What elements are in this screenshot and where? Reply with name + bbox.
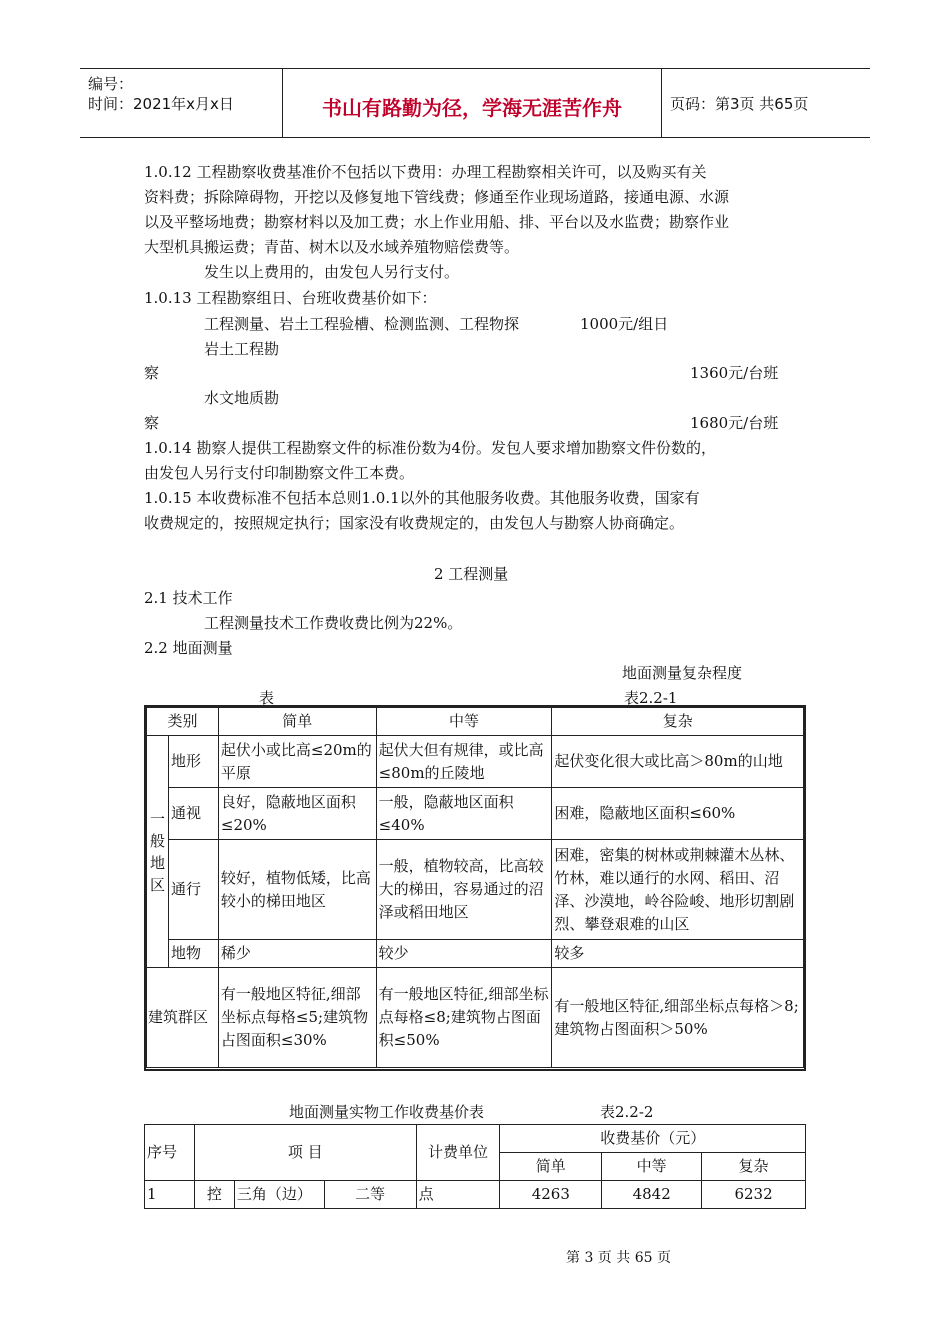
header-price: 收费基价（元） (500, 1125, 806, 1153)
header-complex: 复杂 (702, 1153, 806, 1181)
cell-simple: 稀少 (218, 940, 376, 968)
p1013-item1-price: 1000元/组日 (580, 315, 669, 333)
cell-complex: 6232 (702, 1181, 806, 1209)
p1012-line5: 发生以上费用的，由发包人另行支付。 (204, 263, 460, 281)
table-row (147, 840, 804, 940)
table1-caption: 地面测量复杂程度 (622, 664, 743, 682)
doc-number-label: 编号： (88, 75, 134, 93)
table1-number: 表2.2-1 (624, 689, 678, 707)
header-page-cell (662, 69, 870, 137)
p1012-line3: 以及平整场地费；勘察材料以及加工费；水上作业用船、排、平台以及水监费；勘察作业 (144, 213, 730, 231)
p1013-item2b: 察 (144, 364, 160, 382)
row-category: 建筑群区 (147, 968, 219, 1068)
header-unit: 计费单位 (416, 1125, 500, 1181)
row-category: 地形 (168, 736, 218, 788)
cell-simple: 有一般地区特征,细部坐标点每格≤5;建筑物占图面积≤30% (218, 968, 376, 1068)
s21-text: 工程测量技术工作费收费比例为22%。 (204, 614, 463, 632)
cell-simple: 较好，植物低矮，比高较小的梯田地区 (218, 840, 376, 940)
p1015-line2: 收费规定的，按照规定执行；国家没有收费规定的，由发包人与勘察人协商确定。 (144, 514, 685, 532)
header-category: 类别 (147, 708, 219, 736)
header-complex: 复杂 (552, 708, 804, 736)
header-simple: 简单 (218, 708, 376, 736)
p1013-item2a: 岩土工程勘 (204, 340, 280, 358)
p1012-line4: 大型机具搬运费；青苗、树木以及水域养殖物赔偿费等。 (144, 238, 520, 256)
cell-medium: 4842 (602, 1181, 702, 1209)
cell-medium: 一般，隐蔽地区面积≤40% (376, 788, 552, 840)
row-category: 通行 (168, 840, 218, 940)
cell-medium: 有一般地区特征,细部坐标点每格≤8;建筑物占图面积≤50% (376, 968, 552, 1068)
cell-complex: 起伏变化很大或比高＞80m的山地 (552, 736, 804, 788)
header-medium: 中等 (376, 708, 552, 736)
header-page-label: 页码：第3页 共65页 (670, 95, 809, 113)
cell-simple: 良好，隐蔽地区面积≤20% (218, 788, 376, 840)
page-footer: 第 3 页 共 65 页 (566, 1250, 671, 1266)
table-header-row (147, 708, 804, 736)
cell-item-3: 二等 (324, 1181, 416, 1209)
header-item: 项 目 (194, 1125, 416, 1181)
p1013-title: 1.0.13 工程勘察组日、台班收费基价如下： (144, 289, 437, 307)
header-motto: 书山有路勤为径，学海无涯苦作舟 (322, 96, 622, 120)
table-row (147, 968, 804, 1068)
header-motto-cell (283, 69, 662, 137)
header-medium: 中等 (602, 1153, 702, 1181)
table-header-row (145, 1125, 806, 1153)
table-row (147, 940, 804, 968)
complexity-table (146, 707, 804, 1068)
table2-number: 表2.2-2 (600, 1103, 654, 1121)
section-title: 2 工程测量 (434, 565, 509, 583)
table-row (145, 1181, 806, 1209)
cell-no: 1 (145, 1181, 195, 1209)
doc-date-label: 时间：2021年x月x日 (88, 95, 234, 113)
cell-item-2: 三角（边） (234, 1181, 324, 1209)
cell-medium: 起伏大但有规律，或比高≤80m的丘陵地 (376, 736, 552, 788)
p1015-line1: 1.0.15 本收费标准不包括本总则1.0.1以外的其他服务收费。其他服务收费，国家有 (144, 489, 700, 507)
p1013-item3-price: 1680元/台班 (690, 414, 779, 432)
cell-unit: 点 (416, 1181, 500, 1209)
cell-medium: 一般，植物较高，比高较大的梯田，容易通过的沼泽或稻田地区 (376, 840, 552, 940)
cell-item-1: 控 (194, 1181, 234, 1209)
table-row (147, 736, 804, 788)
row-category: 地物 (168, 940, 218, 968)
page-header (80, 68, 870, 138)
p1013-item3a: 水文地质勘 (204, 389, 280, 407)
table1-caption-tail: 表 (259, 689, 275, 707)
cell-complex: 困难，密集的树林或荆棘灌木丛林、竹林，难以通行的水网、稻田、沼泽、沙漠地，岭谷险峻、地形切割剧烈、攀登艰难的山区 (552, 840, 804, 940)
header-no: 序号 (145, 1125, 195, 1181)
p1012-line1: 1.0.12 工程勘察收费基准价不包括以下费用：办理工程勘察相关许可，以及购买有关 (144, 163, 707, 181)
table2-caption: 地面测量实物工作收费基价表 (289, 1103, 485, 1121)
header-simple: 简单 (500, 1153, 602, 1181)
p1013-item2-price: 1360元/台班 (690, 364, 779, 382)
cell-simple: 起伏小或比高≤20m的平原 (218, 736, 376, 788)
cell-complex: 较多 (552, 940, 804, 968)
cell-simple: 4263 (500, 1181, 602, 1209)
group-label: 一般地区 (147, 736, 169, 968)
s22-title: 2.2 地面测量 (144, 639, 233, 657)
p1014-line1: 1.0.14 勘察人提供工程勘察文件的标准份数为4份。发包人要求增加勘察文件份数的， (144, 439, 717, 457)
s21-title: 2.1 技术工作 (144, 589, 233, 607)
row-category: 通视 (168, 788, 218, 840)
header-meta (80, 69, 283, 137)
p1014-line2: 由发包人另行支付印制勘察文件工本费。 (144, 464, 415, 482)
p1013-item1: 工程测量、岩土工程验槽、检测监测、工程物探 (204, 315, 520, 333)
cell-medium: 较少 (376, 940, 552, 968)
table-row (147, 788, 804, 840)
p1013-item3b: 察 (144, 414, 160, 432)
fee-table (144, 1124, 806, 1209)
cell-complex: 有一般地区特征,细部坐标点每格＞8;建筑物占图面积＞50% (552, 968, 804, 1068)
p1012-line2: 资料费；拆除障碍物，开挖以及修复地下管线费；修通至作业现场道路，接通电源、水源 (144, 188, 730, 206)
cell-complex: 困难，隐蔽地区面积≤60% (552, 788, 804, 840)
